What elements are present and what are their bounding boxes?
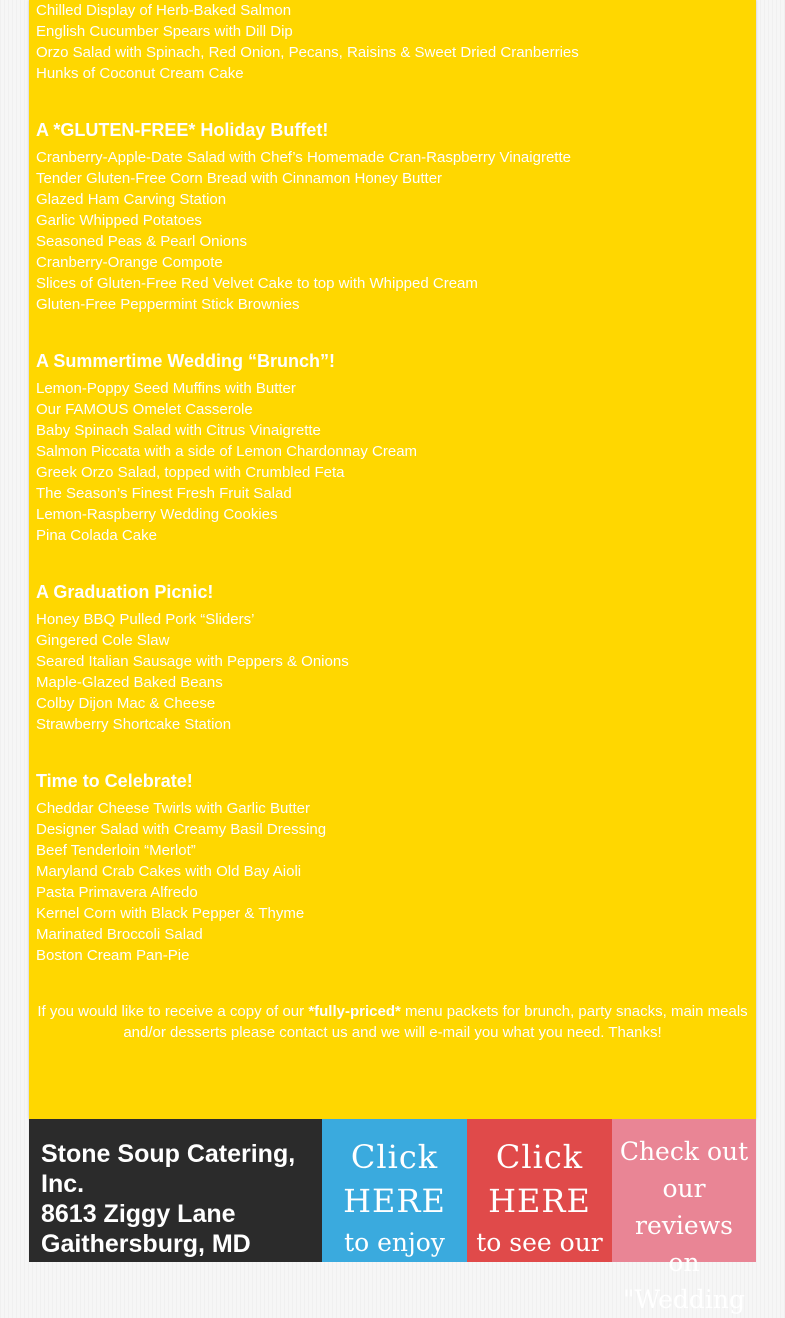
menu-item: The Season’s Finest Fresh Fruit Salad bbox=[36, 485, 292, 502]
tile2-line2: HERE bbox=[488, 1182, 591, 1220]
menu-heading: A Summertime Wedding “Brunch”! bbox=[36, 351, 336, 371]
click-here-enjoy-tile[interactable] bbox=[322, 1119, 467, 1262]
menu-section bbox=[36, 351, 751, 546]
menu-item: Maple-Glazed Baked Beans bbox=[36, 674, 223, 691]
menu-section bbox=[36, 120, 751, 315]
menu-item: Slices of Gluten-Free Red Velvet Cake to top with Whipped Cream bbox=[36, 275, 478, 292]
menu-content bbox=[36, 0, 751, 966]
note-text-bold: *fully-priced* bbox=[308, 1003, 401, 1020]
tile1-line1: Click bbox=[350, 1138, 439, 1176]
menu-item: Orzo Salad with Spinach, Red Onion, Pecans, Raisins & Sweet Dried Cranberries bbox=[36, 44, 579, 61]
menu-item: Boston Cream Pan-Pie bbox=[36, 947, 190, 964]
tile3-line3: on bbox=[668, 1248, 700, 1277]
menu-item: Pasta Primavera Alfredo bbox=[36, 884, 198, 901]
menu-item: Kernel Corn with Black Pepper & Thyme bbox=[36, 905, 305, 922]
menu-item: Hunks of Coconut Cream Cake bbox=[36, 65, 244, 82]
menu-item: Gingered Cole Slaw bbox=[36, 632, 170, 649]
street-address: 8613 Ziggy Lane bbox=[41, 1200, 236, 1228]
company-name: Stone Soup Catering, Inc. bbox=[41, 1140, 296, 1198]
menu-item: Maryland Crab Cakes with Old Bay Aioli bbox=[36, 863, 302, 880]
reviews-tile[interactable] bbox=[612, 1119, 756, 1314]
menu-item: Salmon Piccata with a side of Lemon Chardonnay Cream bbox=[36, 443, 418, 460]
menu-item: Cranberry-Apple-Date Salad with Chef’s Homemade Cran-Raspberry Vinaigrette bbox=[36, 149, 571, 166]
menu-item: Chilled Display of Herb-Baked Salmon bbox=[36, 2, 292, 19]
menu-item: Strawberry Shortcake Station bbox=[36, 716, 232, 733]
click-here-see-tile[interactable] bbox=[467, 1119, 612, 1262]
tile3-line2: our reviews bbox=[635, 1174, 733, 1240]
menu-request-note bbox=[29, 1001, 756, 1043]
menu-item: Seared Italian Sausage with Peppers & Onions bbox=[36, 653, 349, 670]
menu-item: Cranberry-Orange Compote bbox=[36, 254, 223, 271]
menu-item: Garlic Whipped Potatoes bbox=[36, 212, 202, 229]
tile3-line1: Check out bbox=[619, 1137, 749, 1166]
menu-item: Our FAMOUS Omelet Casserole bbox=[36, 401, 253, 418]
menu-item: Beef Tenderloin “Merlot” bbox=[36, 842, 196, 859]
footer bbox=[29, 1119, 756, 1314]
menu-item: Greek Orzo Salad, topped with Crumbled Feta bbox=[36, 464, 345, 481]
menu-section bbox=[36, 0, 751, 84]
menu-heading: A *GLUTEN-FREE* Holiday Buffet! bbox=[36, 120, 329, 140]
menu-item: Baby Spinach Salad with Citrus Vinaigrette bbox=[36, 422, 321, 439]
tile2-line3: to see our bbox=[476, 1228, 603, 1257]
menu-heading: A Graduation Picnic! bbox=[36, 582, 214, 602]
menu-item: Tender Gluten-Free Corn Bread with Cinnamon Honey Butter bbox=[36, 170, 443, 187]
menu-item: Lemon-Poppy Seed Muffins with Butter bbox=[36, 380, 296, 397]
contact-address bbox=[29, 1119, 322, 1262]
menu-item: Lemon-Raspberry Wedding Cookies bbox=[36, 506, 278, 523]
note-text-after: menu packets for brunch, party snacks, main meals and/or desserts please contact us and we will e-mail you what you need. Thanks! bbox=[123, 1003, 748, 1041]
menu-item: Pina Colada Cake bbox=[36, 527, 157, 544]
tile3-line4: "Wedding bbox=[622, 1285, 746, 1314]
tile1-line2: HERE bbox=[343, 1182, 446, 1220]
menu-item: Glazed Ham Carving Station bbox=[36, 191, 227, 208]
city-state: Gaithersburg, MD bbox=[41, 1230, 251, 1258]
menu-item: Honey BBQ Pulled Pork “Sliders’ bbox=[36, 611, 255, 628]
tile2-line1: Click bbox=[495, 1138, 584, 1176]
tile1-line3: to enjoy bbox=[344, 1228, 445, 1257]
menu-item: Colby Dijon Mac & Cheese bbox=[36, 695, 216, 712]
menu-item: Marinated Broccoli Salad bbox=[36, 926, 203, 943]
menu-panel bbox=[29, 0, 756, 1119]
menu-section bbox=[36, 582, 751, 735]
menu-item: Cheddar Cheese Twirls with Garlic Butter bbox=[36, 800, 310, 817]
menu-section bbox=[36, 771, 751, 966]
menu-item: Gluten-Free Peppermint Stick Brownies bbox=[36, 296, 300, 313]
menu-heading: Time to Celebrate! bbox=[36, 771, 193, 791]
note-text-before: If you would like to receive a copy of our bbox=[37, 1003, 309, 1020]
menu-item: Seasoned Peas & Pearl Onions bbox=[36, 233, 247, 250]
menu-item: English Cucumber Spears with Dill Dip bbox=[36, 23, 293, 40]
menu-item: Designer Salad with Creamy Basil Dressing bbox=[36, 821, 327, 838]
